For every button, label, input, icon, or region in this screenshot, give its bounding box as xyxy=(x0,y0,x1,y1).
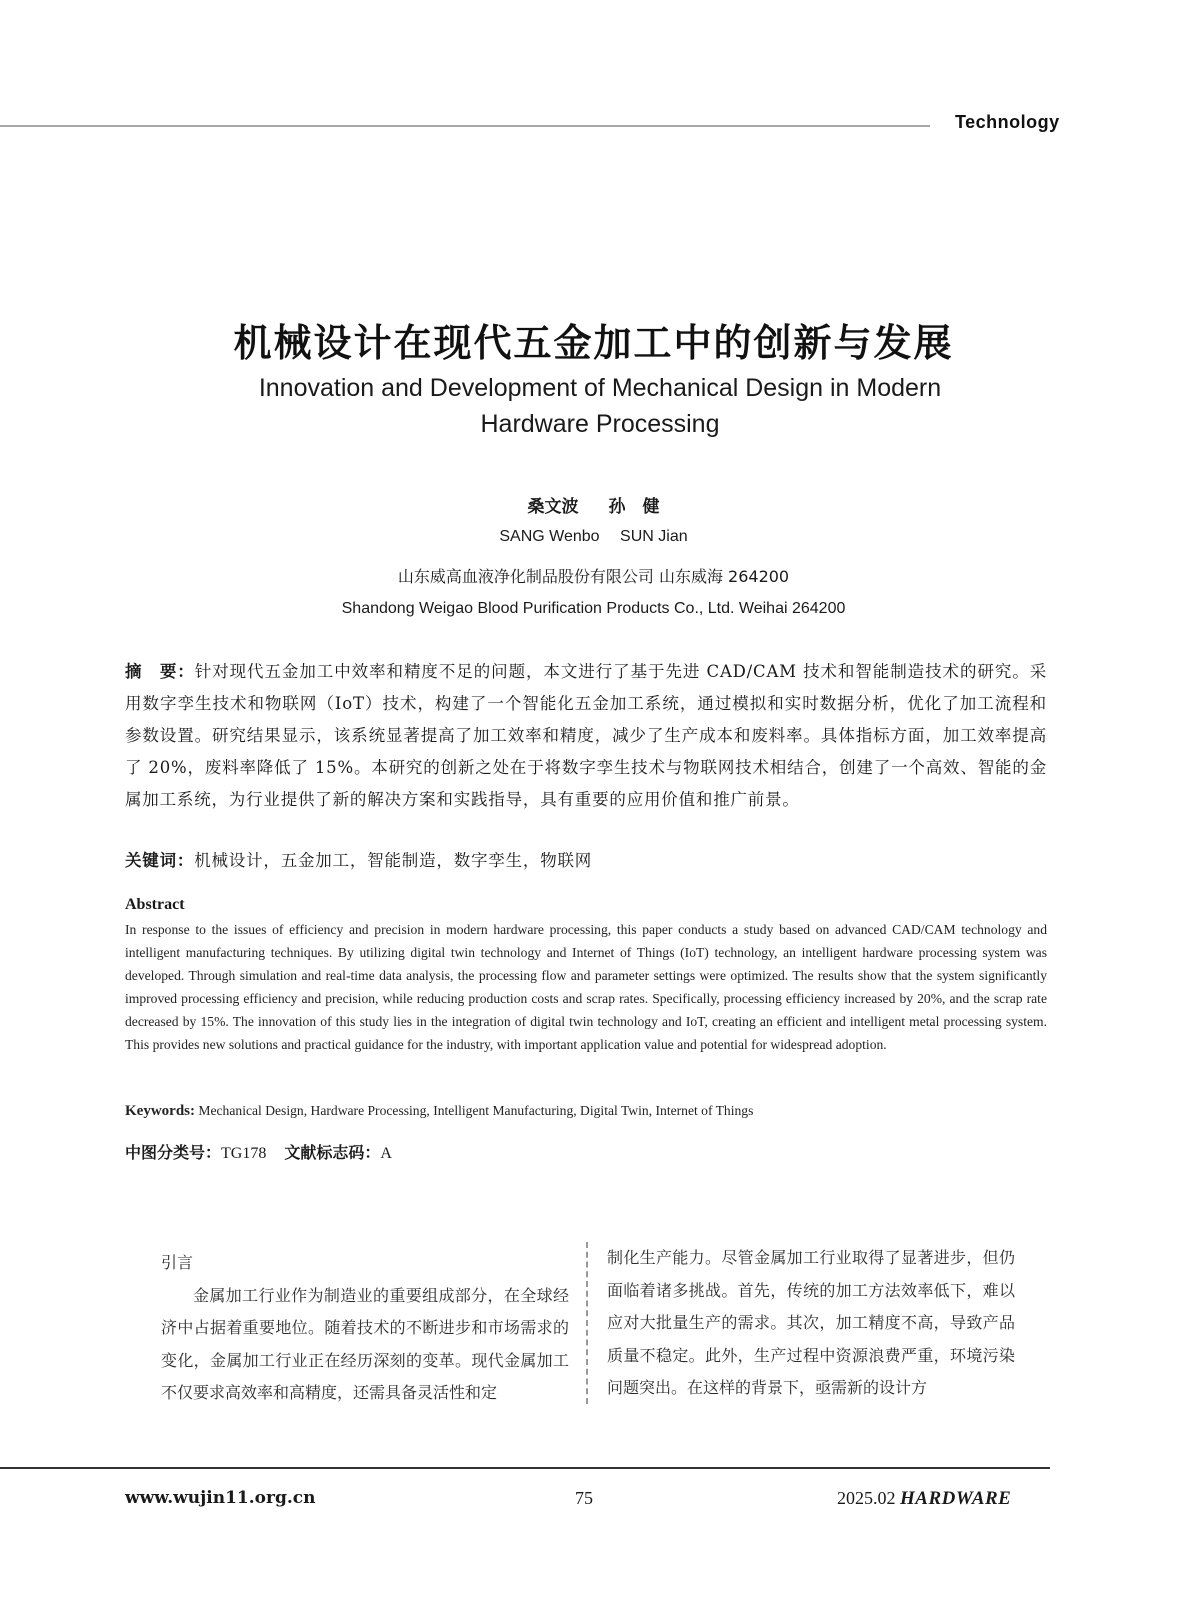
footer-issue xyxy=(837,1488,1011,1510)
keywords-cn-label: 关键词： xyxy=(125,851,195,870)
authors-english xyxy=(0,528,1187,546)
journal-name: HARDWARE xyxy=(900,1488,1012,1509)
keywords-cn-text: 机械设计，五金加工，智能制造，数字孪生，物联网 xyxy=(194,851,593,870)
doc-code-value: A xyxy=(380,1145,392,1162)
classification-line xyxy=(125,1140,392,1163)
clc-label: 中图分类号： xyxy=(125,1143,222,1162)
intro-heading: 引言 xyxy=(161,1253,194,1272)
keywords-chinese xyxy=(125,848,1047,874)
issue-date: 2025.02 xyxy=(837,1488,896,1508)
doc-code-label: 文献标志码： xyxy=(284,1143,381,1162)
clc-value: TG178 xyxy=(221,1145,267,1162)
body-column-right xyxy=(607,1242,1015,1405)
author-cn-1: 桑文波 xyxy=(527,497,579,517)
title-english-line-1: Innovation and Development of Mechanical Design in Modern xyxy=(258,374,942,402)
abstract-chinese xyxy=(125,656,1047,816)
affiliation-chinese: 山东威高血液净化制品股份有限公司 山东威海 264200 xyxy=(397,567,790,586)
keywords-english xyxy=(125,1101,1047,1121)
header-rule xyxy=(0,125,930,127)
abstract-cn-label: 摘 要： xyxy=(125,662,195,681)
intro-paragraph-right: 制化生产能力。尽管金属加工行业取得了显著进步，但仍面临着诸多挑战。首先，传统的加工方法效率低下，难以应对大批量生产的需求。其次，加工精度不高，导致产品质量不稳定。此外，生产过程中资源浪费严重，环境污染问题突出。在这样的背景下，亟需新的设计方 xyxy=(607,1248,1015,1397)
author-en-1: SANG Wenbo xyxy=(499,528,600,545)
title-chinese: 机械设计在现代五金加工中的创新与发展 xyxy=(233,321,954,365)
abstract-english-heading: Abstract xyxy=(125,896,185,913)
intro-paragraph-left: 金属加工行业作为制造业的重要组成部分，在全球经济中占据着重要地位。随着技术的不断进步和市场需求的变化，金属加工行业正在经历深刻的变革。现代金属加工不仅要求高效率和高精度，还需具备灵活性和定 xyxy=(161,1285,569,1402)
abstract-english-text: In response to the issues of efficiency and precision in modern hardware processing, this paper conducts a study based on advanced CAD/CAM technology and intelligent manufacturing techniques. By utilizing digital twin technology and Internet of Things (IoT) technology, an intelligent hardware processing system was developed. Through simulation and real-time data analysis, the processing flow and parameter settings were optimized. The results show that the system significantly improved processing efficiency and precision, while reducing production costs and scrap rates. Specifically, processing efficiency increased by 20%, and the scrap rate decreased by 15%. The innovation of this study lies in the integration of digital twin technology and IoT, creating an efficient and intelligent metal processing system. This provides new solutions and practical guidance for the industry, with important application value and potential for widespread adoption. xyxy=(125,922,1047,1052)
author-en-2: SUN Jian xyxy=(620,528,688,545)
affiliation-english: Shandong Weigao Blood Purification Products Co., Ltd. Weihai 264200 xyxy=(341,600,846,617)
column-divider xyxy=(586,1242,588,1404)
section-tag: Technology xyxy=(955,112,1060,132)
body-column-left xyxy=(161,1247,569,1410)
title-english-line-2: Hardware Processing xyxy=(480,410,720,438)
keywords-en-label: Keywords: xyxy=(125,1103,195,1119)
abstract-cn-text: 针对现代五金加工中效率和精度不足的问题，本文进行了基于先进 CAD/CAM 技术和智能制造技术的研究。采用数字孪生技术和物联网（IoT）技术，构建了一个智能化五金加工系统，通过模拟和实时数据分析，优化了加工流程和参数设置。研究结果显示，该系统显著提高了加工效率和精度，减少了生产成本和废料率。具体指标方面，加工效率提高了 20%，废料率降低了 15%。本研究的创新之处在于将数字孪生技术与物联网技术相结合，创建了一个高效、智能的金属加工系统，为行业提供了新的解决方案和实践指导，具有重要的应用价值和推广前景。 xyxy=(125,662,1048,809)
footer-url: www.wujin11.org.cn xyxy=(125,1488,316,1508)
footer-rule xyxy=(0,1467,1050,1469)
keywords-en-text: Mechanical Design, Hardware Processing, Intelligent Manufacturing, Digital Twin, Internet of Things xyxy=(198,1103,754,1118)
author-cn-2: 孙 健 xyxy=(608,497,660,517)
title-english xyxy=(160,370,1040,442)
authors-chinese xyxy=(0,492,1187,517)
page-number: 75 xyxy=(575,1488,593,1508)
